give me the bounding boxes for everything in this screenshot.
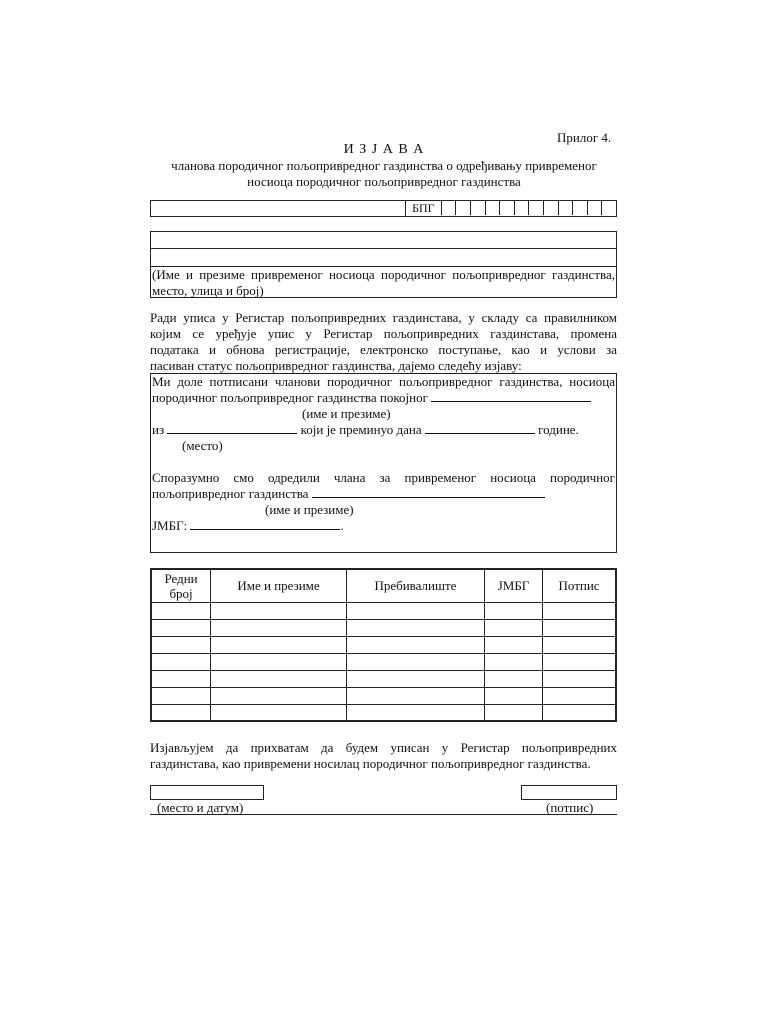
date-of-death-field[interactable] (425, 422, 535, 434)
table-row (151, 670, 616, 687)
table-cell[interactable] (484, 602, 542, 619)
header-name: Име и презиме (211, 569, 347, 602)
holder-caption-1: (Име и презиме привременог носиоца породичног пољопривредног газдинства, (152, 267, 615, 282)
table-row (151, 619, 616, 636)
declaration-line: Изјављујем да прихватам да будем уписан у Регистар пољопривредних (150, 740, 617, 755)
table-cell[interactable] (151, 636, 211, 653)
table-cell[interactable] (484, 636, 542, 653)
table-cell[interactable] (151, 602, 211, 619)
table-cell[interactable] (211, 602, 347, 619)
bpg-digit-cell[interactable] (499, 201, 514, 215)
table-cell[interactable] (151, 670, 211, 687)
table-cell[interactable] (346, 619, 484, 636)
header-residence: Пребивалиште (346, 569, 484, 602)
bpg-digit-cell[interactable] (587, 201, 602, 215)
from-label: из (152, 422, 165, 437)
table-cell[interactable] (211, 704, 347, 721)
place-date-field[interactable] (150, 785, 264, 800)
agree-line-2: пољопривредног газдинства (152, 486, 309, 501)
table-cell[interactable] (346, 636, 484, 653)
declaration-paragraph (150, 740, 617, 772)
table-cell[interactable] (543, 636, 616, 653)
table-cell[interactable] (543, 653, 616, 670)
statement-line-2: породичног пољопривредног газдинства покојног (152, 390, 428, 405)
jmbg-label: ЈМБГ: (152, 518, 188, 533)
temporary-holder-name-field[interactable] (312, 486, 545, 498)
signature-field[interactable] (521, 785, 617, 800)
table-cell[interactable] (346, 704, 484, 721)
bpg-digit-cell[interactable] (572, 201, 587, 215)
table-cell[interactable] (346, 687, 484, 704)
table-cell[interactable] (151, 704, 211, 721)
holder-caption-2: место, улица и број) (152, 283, 264, 298)
intro-paragraph (150, 310, 617, 374)
hint-place: (место) (182, 438, 223, 453)
table-row (151, 636, 616, 653)
document-subtitle-2: носиоца породичног пољопривредног газдинства (247, 174, 521, 189)
year-label: године. (538, 422, 579, 437)
bpg-digit-cell[interactable] (558, 201, 573, 215)
table-cell[interactable] (346, 670, 484, 687)
holder-field-2[interactable] (151, 249, 616, 267)
intro-line: пасиван статус пољопривредног газдинства, дајемо следећу изјаву: (150, 358, 522, 373)
table-cell[interactable] (211, 619, 347, 636)
table-cell[interactable] (484, 687, 542, 704)
bpg-blank-field[interactable] (151, 201, 405, 216)
table-cell[interactable] (211, 670, 347, 687)
members-table (150, 568, 617, 722)
bpg-digit-cell[interactable] (514, 201, 529, 215)
table-cell[interactable] (484, 704, 542, 721)
header-ordinal: Редни број (151, 569, 211, 602)
table-header-row (151, 569, 616, 602)
document-title: И З Ј А В А (343, 142, 425, 157)
table-cell[interactable] (151, 653, 211, 670)
jmbg-period: . (340, 518, 344, 533)
bpg-digit-cell[interactable] (470, 201, 485, 215)
statement-line-1: Ми доле потписани чланови породичног пољопривредног газдинства, носиоца (152, 374, 615, 389)
table-cell[interactable] (346, 653, 484, 670)
header-signature: Потпис (543, 569, 616, 602)
holder-field-1[interactable] (151, 232, 616, 249)
table-row (151, 704, 616, 721)
annex-label: Прилог 4. (557, 130, 612, 145)
document-subtitle-1: чланова породичног пољопривредног газдинства о одређивању привременог (171, 158, 597, 173)
intro-line: којим се уређује упис у Регистар пољопривредних газдинстава, промена (150, 326, 617, 341)
bpg-row (150, 200, 617, 217)
bpg-digit-cell[interactable] (543, 201, 558, 215)
table-cell[interactable] (484, 653, 542, 670)
intro-line: података и обнова регистрације, електронско поступање, као и услови за (150, 342, 617, 357)
place-date-caption: (место и датум) (157, 800, 244, 815)
bpg-digit-cell[interactable] (441, 201, 456, 215)
table-row (151, 602, 616, 619)
table-cell[interactable] (543, 602, 616, 619)
hint-name-deceased: (име и презиме) (302, 406, 391, 421)
table-cell[interactable] (151, 687, 211, 704)
place-field[interactable] (167, 422, 297, 434)
table-cell[interactable] (484, 619, 542, 636)
hint-name-holder: (име и презиме) (265, 502, 354, 517)
bpg-label: БПГ (405, 201, 441, 216)
bpg-number-cells (441, 201, 616, 216)
header-jmbg: ЈМБГ (484, 569, 542, 602)
bpg-digit-cell[interactable] (455, 201, 470, 215)
table-cell[interactable] (543, 687, 616, 704)
died-on-label: који је преминуо дана (300, 422, 422, 437)
table-cell[interactable] (346, 602, 484, 619)
table-row (151, 687, 616, 704)
declaration-line: газдинстава, као привремени носилац породичног пољопривредног газдинства. (150, 756, 591, 771)
table-row (151, 653, 616, 670)
table-cell[interactable] (211, 636, 347, 653)
temporary-holder-box (150, 231, 617, 298)
bpg-digit-cell[interactable] (528, 201, 543, 215)
signature-caption: (потпис) (546, 800, 594, 815)
statement-box (150, 373, 617, 553)
table-cell[interactable] (151, 619, 211, 636)
intro-line: Ради уписа у Регистар пољопривредних газдинстава, у складу са правилником (150, 310, 617, 325)
jmbg-field[interactable] (190, 518, 340, 530)
table-cell[interactable] (211, 687, 347, 704)
bpg-digit-cell[interactable] (601, 201, 616, 215)
table-cell[interactable] (484, 670, 542, 687)
agree-line-1: Споразумно смо одредили члана за привременог носиоца породичног (152, 470, 615, 485)
table-cell[interactable] (543, 670, 616, 687)
table-cell[interactable] (543, 704, 616, 721)
bpg-digit-cell[interactable] (485, 201, 500, 215)
deceased-name-field[interactable] (431, 390, 591, 402)
table-cell[interactable] (543, 619, 616, 636)
table-cell[interactable] (211, 653, 347, 670)
